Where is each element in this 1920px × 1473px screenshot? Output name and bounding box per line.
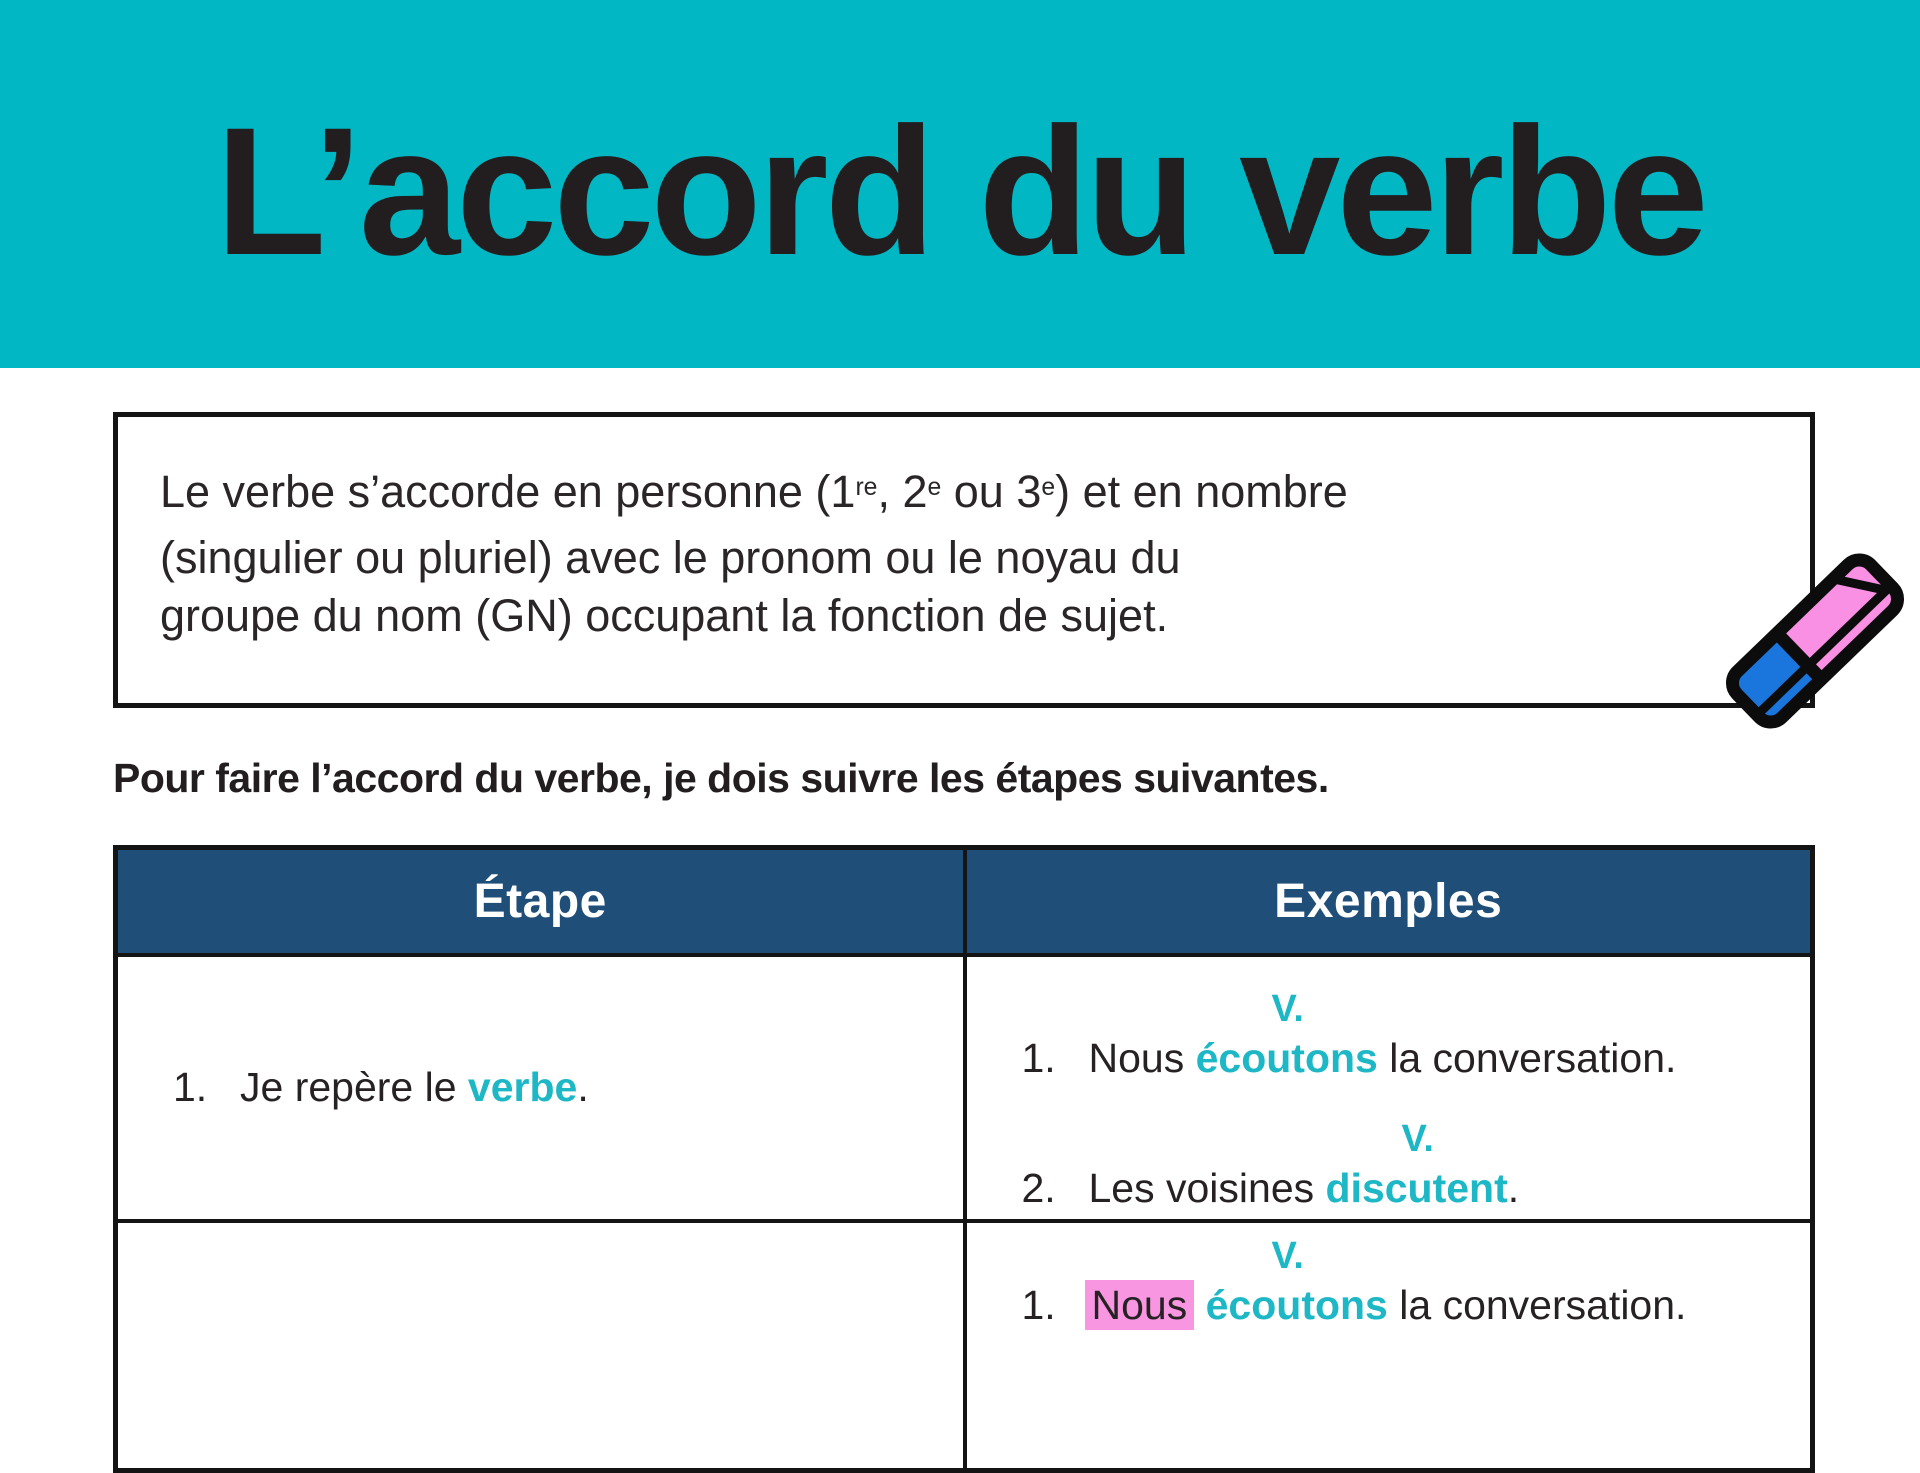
definition-text: Le verbe s’accorde en personne (1 [160,466,856,517]
definition-line-3: groupe du nom (GN) occupant la fonction de sujet. [160,590,1169,641]
example-subject-highlight: Nous [1085,1280,1195,1330]
example-text: Nous [1088,1034,1196,1081]
ordinal-superscript: e [1041,473,1056,501]
eraser-icon [1714,533,1920,755]
example-number: 1. [1021,1281,1056,1328]
verb-marker: V. [1401,1117,1434,1160]
table-row-step-2 [116,1221,1813,1471]
examples-cell [965,955,1813,1221]
step-text: . [577,1064,589,1110]
example-item [1022,1235,1791,1331]
table-header-row [116,848,1813,955]
verb-marker: V. [1271,1234,1304,1277]
page-title: L’accord du verbe [215,89,1705,293]
example-verb: écoutons [1195,1034,1378,1081]
example-sentence [1022,1279,1791,1331]
definition-box [113,412,1815,708]
ordinal-superscript: e [927,473,942,501]
steps-subtitle: Pour faire l’accord du verbe, je dois suivre les étapes suivantes. [113,755,1329,801]
step-cell [116,955,965,1221]
ordinal-superscript: re [855,473,878,501]
example-text: Les voisines [1088,1164,1326,1211]
example-verb: écoutons [1205,1281,1388,1328]
example-text: la conversation. [1387,1281,1687,1328]
step-number: 1. [173,1064,208,1110]
definition-text: , 2 [877,466,928,517]
example-item [1022,988,1791,1084]
steps-table [113,845,1815,1473]
example-verb: discutent [1325,1164,1508,1211]
table-row-step-1 [116,955,1813,1221]
examples-cell [965,1221,1813,1471]
table-header-exemples: Exemples [965,848,1813,955]
definition-text: ) et en nombre [1055,466,1348,517]
definition-text: ou 3 [941,466,1042,517]
example-text: la conversation. [1377,1034,1677,1081]
example-sentence [1022,1162,1791,1214]
example-text [1194,1282,1205,1328]
example-item [1022,1118,1791,1214]
example-number: 1. [1021,1034,1056,1081]
definition-line-2: (singulier ou pluriel) avec le pronom ou le noyau du [160,532,1181,583]
example-text: . [1507,1164,1520,1211]
example-sentence [1022,1032,1791,1084]
example-number: 2. [1021,1164,1056,1211]
step-text: Je repère le [240,1064,468,1110]
step-keyword: verbe [467,1064,578,1110]
title-band [0,0,1920,368]
definition-line-1 [160,463,1770,529]
step-cell [116,1221,965,1471]
verb-marker: V. [1271,987,1304,1030]
table-header-etape: Étape [116,848,965,955]
